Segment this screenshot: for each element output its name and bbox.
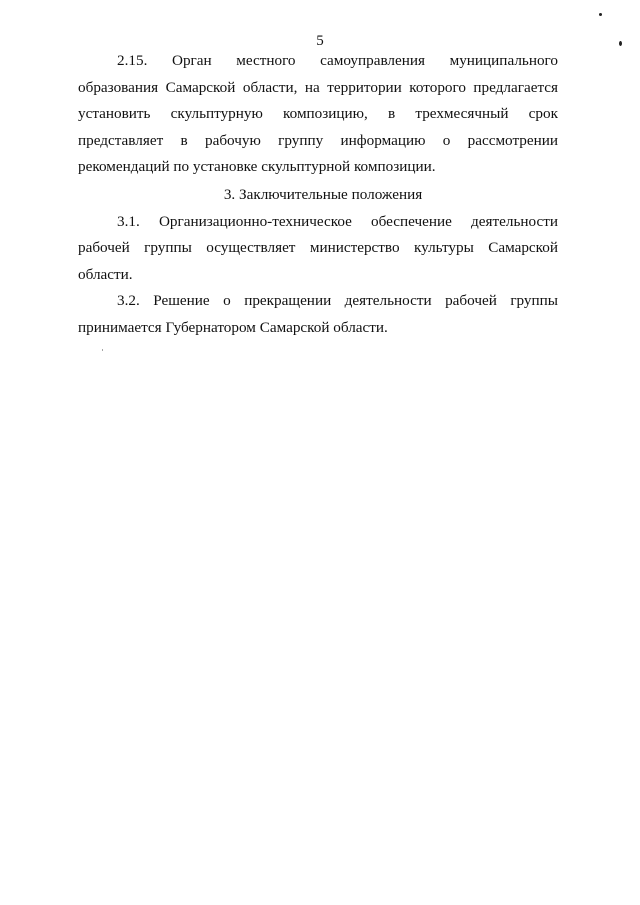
scan-speck — [102, 349, 103, 351]
document-body — [78, 48, 558, 341]
scan-speck — [599, 13, 602, 16]
page-number: 5 — [316, 33, 324, 49]
paragraph-3-1: 3.1. Организационно-техническое обеспечение деятельности рабочей группы осуществляет министерство культуры Самарской области. — [78, 212, 558, 283]
paragraph-3-2: 3.2. Решение о прекращении деятельности рабочей группы принимается Губернатором Самарской области. — [78, 292, 558, 336]
paragraph-2-15: 2.15. Орган местного самоуправления муниципального образования Самарской области, на территории которого предлагается установить скульптурную композицию, в трехмесячный срок представляет в рабочую группу информацию о рассмотрении рекомендаций по установке скульптурной композиции. — [78, 52, 558, 175]
scan-speck — [619, 41, 622, 46]
section-heading: 3. Заключительные положения — [223, 185, 423, 203]
